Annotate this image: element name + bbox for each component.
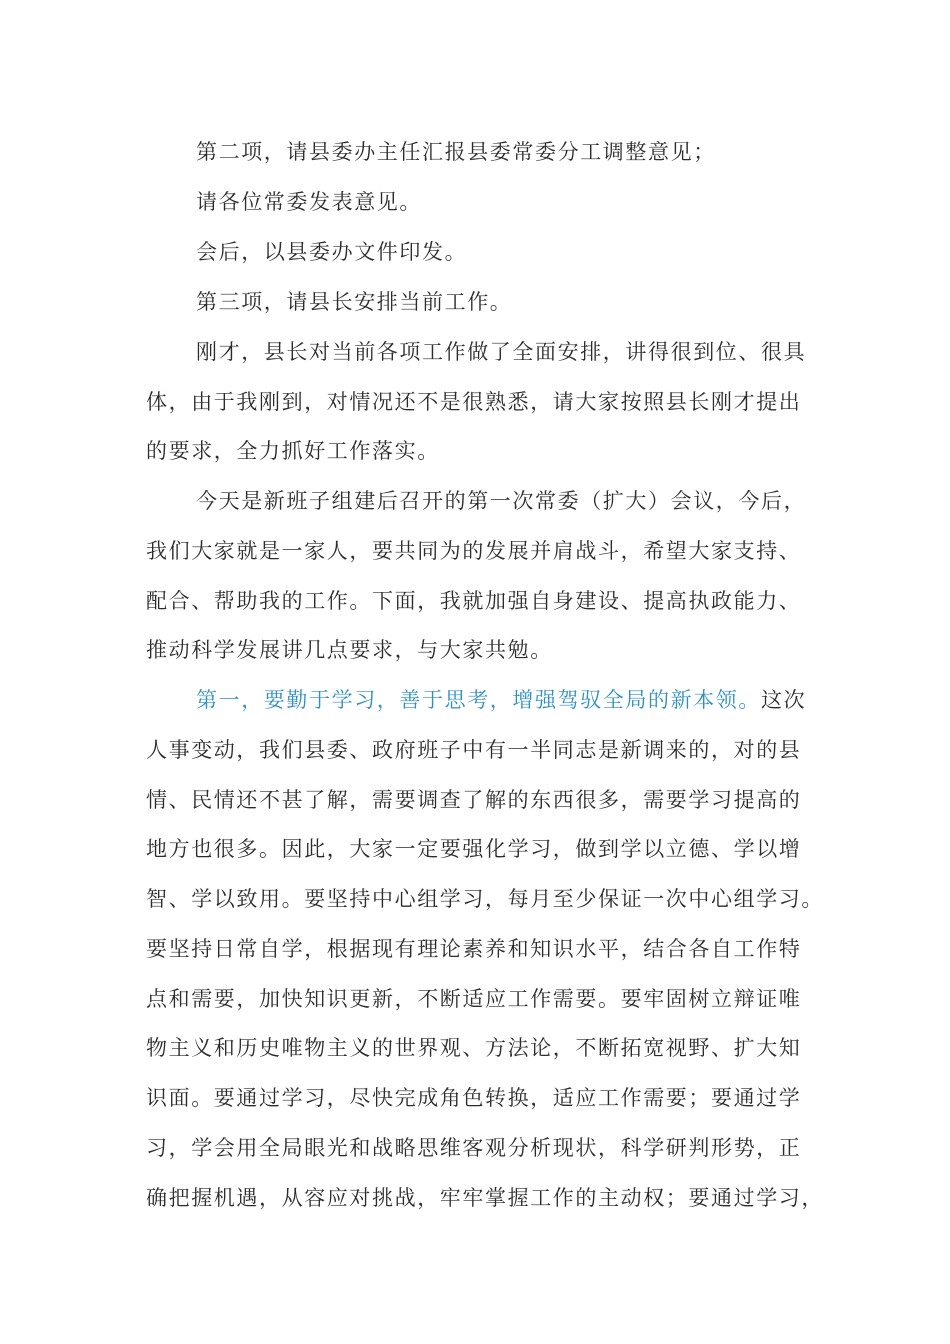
text-line: 物主义和历史唯物主义的世界观、方法论，不断拓宽视野、扩大知 [146, 1036, 802, 1060]
text-line: 智、学以致用。要坚持中心组学习，每月至少保证一次中心组学习。 [146, 887, 824, 911]
text-line: 请各位常委发表意见。 [196, 190, 422, 214]
text-line: 配合、帮助我的工作。下面，我就加强自身建设、提高执政能力、 [146, 589, 802, 613]
text-line: 会后，以县委办文件印发。 [196, 240, 468, 264]
text-segment: 这次 [761, 688, 807, 712]
text-line: 推动科学发展讲几点要求，与大家共勉。 [146, 638, 553, 662]
text-line: 情、民情还不甚了解，需要调查了解的东西很多，需要学习提高的 [146, 788, 802, 812]
text-line: 点和需要，加快知识更新，不断适应工作需要。要牢固树立辩证唯 [146, 987, 802, 1011]
text-line: 地方也很多。因此，大家一定要强化学习，做到学以立德、学以增 [146, 837, 802, 861]
text-line [196, 686, 836, 714]
text-line: 习，学会用全局眼光和战略思维客观分析现状，科学研判形势，正 [146, 1136, 802, 1160]
text-line: 的要求，全力抓好工作落实。 [146, 439, 440, 463]
text-line: 识面。要通过学习，尽快完成角色转换，适应工作需要；要通过学 [146, 1086, 802, 1110]
text-line: 要坚持日常自学，根据现有理论素养和知识水平，结合各自工作特 [146, 937, 802, 961]
text-line: 刚才，县长对当前各项工作做了全面安排，讲得很到位、很具 [196, 340, 807, 364]
text-line: 体，由于我刚到，对情况还不是很熟悉，请大家按照县长刚才提出 [146, 390, 802, 414]
text-line: 今天是新班子组建后召开的第一次常委（扩大）会议，今后， [196, 489, 807, 513]
text-line: 我们大家就是一家人，要共同为的发展并肩战斗，希望大家支持、 [146, 539, 802, 563]
text-line: 人事变动，我们县委、政府班子中有一半同志是新调来的，对的县 [146, 738, 802, 762]
text-line: 确把握机遇，从容应对挑战，牢牢掌握工作的主动权；要通过学习， [146, 1186, 824, 1210]
section-heading: 第一，要勤于学习，善于思考，增强驾驭全局的新本领。 [196, 688, 761, 712]
text-line: 第二项，请县委办主任汇报县委常委分工调整意见； [196, 140, 716, 164]
text-line: 第三项，请县长安排当前工作。 [196, 290, 513, 314]
